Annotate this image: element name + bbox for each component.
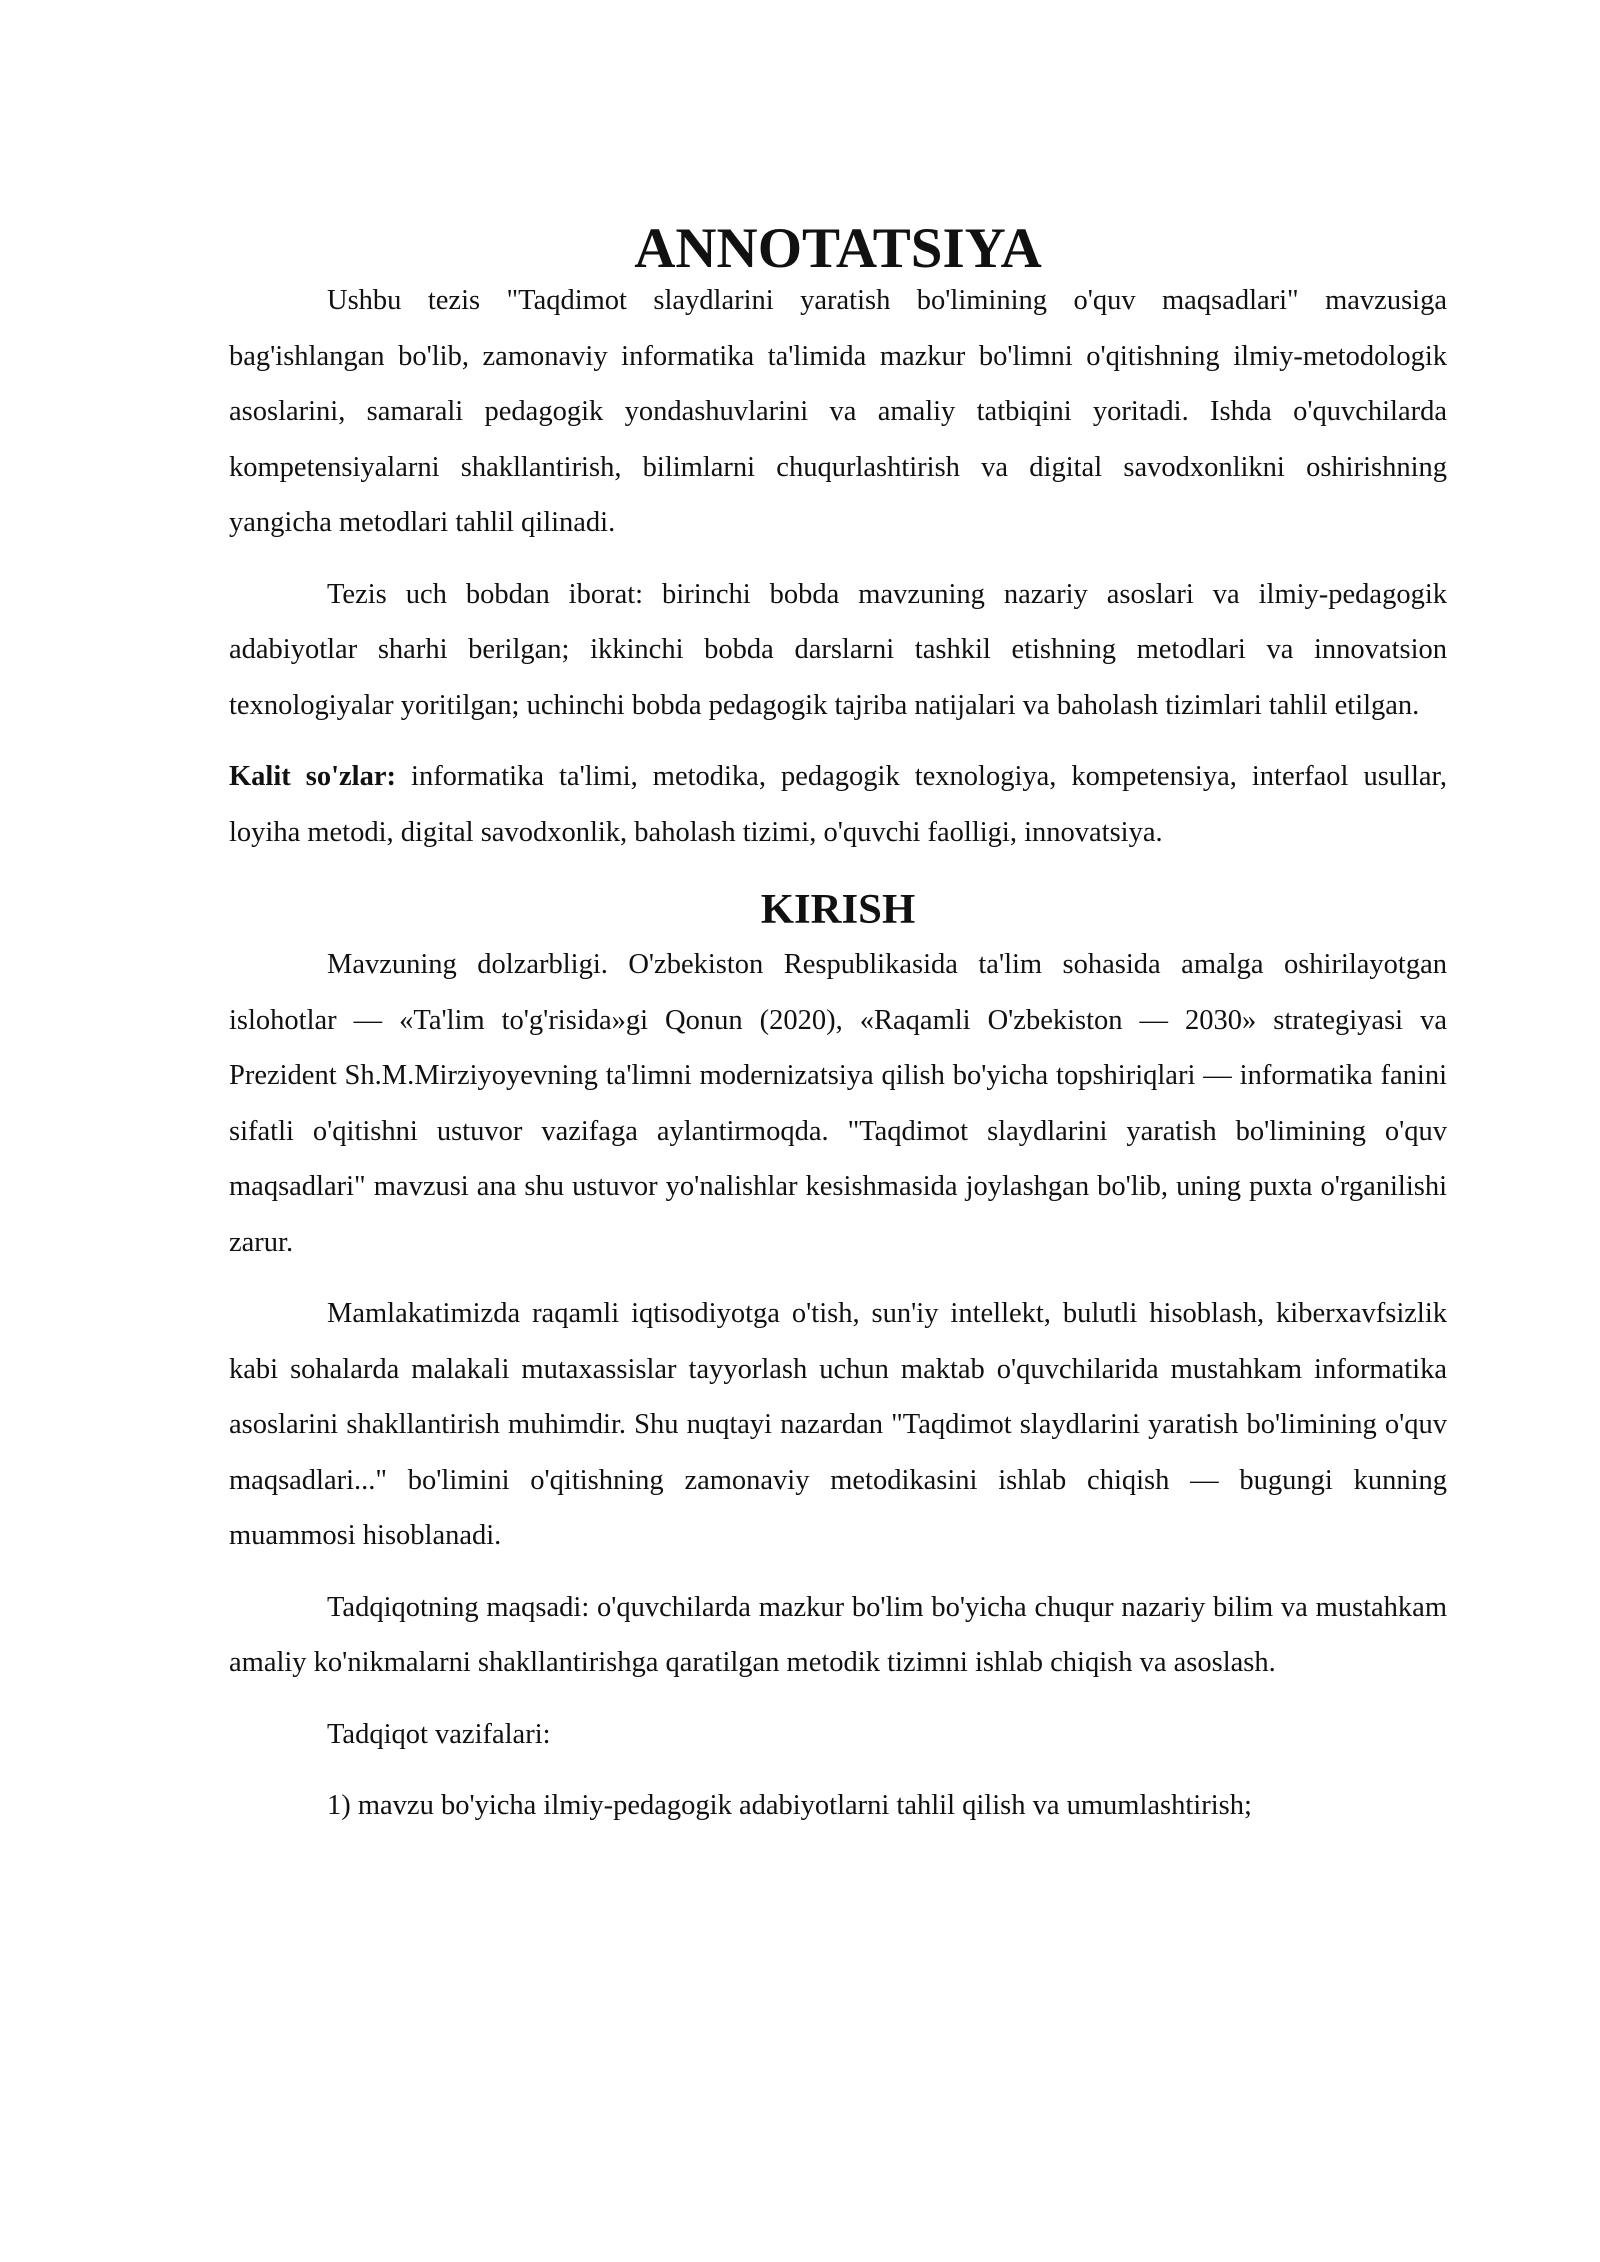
introduction-heading: KIRISH — [760, 886, 916, 933]
keywords-text: informatika ta'limi, metodika, pedagogik texnologiya, kompetensiya, interfaol usullar, loyiha metodi, digital savodxonlik, baholash tizimi, o'quvchi faolligi, innovatsiya. — [229, 761, 1447, 848]
introduction-paragraph-3: Tadqiqotning maqsadi: o'quvchilarda mazkur bo'lim bo'yicha chuqur nazariy bilim va mustahkam amaliy ko'nikmalarni shakllantirishga qaratilgan metodik tizimni ishlab chiqish va asoslash. — [229, 1591, 1447, 1678]
introduction-paragraph-4: Tadqiqot vazifalari: — [327, 1718, 551, 1750]
introduction-paragraph-1: Mavzuning dolzarbligi. O'zbekiston Respublikasida ta'lim sohasida amalga oshirilayotgan islohotlar — «Ta'lim to'g'risida»gi Qonun (2020), «Raqamli O'zbekiston — 2030» strategiyasi va Prezident Sh.M.Mirziyoyevning ta'limni modernizatsiya qilish bo'yicha topshiriqlari — informatika fanini sifatli o'qitishni ustuvor vazifaga aylantirmoqda. "Taqdimot slaydlarini yaratish bo'limining o'quv maqsadlari" mavzusi ana shu ustuvor yo'nalishlar kesishmasida joylashgan bo'lib, uning puxta o'rganilishi zarur. — [229, 949, 1447, 1258]
keywords-label: Kalit so'zlar: — [229, 761, 396, 792]
introduction-paragraph-2: Mamlakatimizda raqamli iqtisodiyotga o'tish, sun'iy intellekt, bulutli hisoblash, kiberxavfsizlik kabi sohalarda malakali mutaxassislar tayyorlash uchun maktab o'quvchilarida mustahkam informatika asoslarini shakllantirish muhimdir. Shu nuqtayi nazardan "Taqdimot slaydlarini yaratish bo'limining o'quv maqsadlari..." bo'limini o'qitishning zamonaviy metodikasini ishlab chiqish — bugungi kunning muammosi hisoblanadi. — [229, 1298, 1447, 1551]
introduction-paragraph-5: 1) mavzu bo'yicha ilmiy-pedagogik adabiyotlarni tahlil qilish va umumlashtirish; — [327, 1790, 1252, 1821]
annotation-paragraph-2: Tezis uch bobdan iborat: birinchi bobda mavzuning nazariy asoslari va ilmiy-pedagogik adabiyotlar sharhi berilgan; ikkinchi bobda darslarni tashkil etishning metodlari va innovatsion texnologiyalar yoritilgan; uchinchi bobda pedagogik tajriba natijalari va baholash tizimlari tahlil etilgan. — [229, 578, 1447, 721]
keywords-paragraph — [229, 749, 1447, 860]
annotation-paragraph-1: Ushbu tezis "Taqdimot slaydlarini yaratish bo'limining o'quv maqsadlari" mavzusiga bag'ishlangan bo'lib, zamonaviy informatika ta'limida mazkur bo'limni o'qitishning ilmiy-metodologik asoslarini, samarali pedagogik yondashuvlarini va amaliy tatbiqini yoritadi. Ishda o'quvchilarda kompetensiyalarni shakllantirish, bilimlarni chuqurlashtirish va digital savodxonlikni oshirishning yangicha metodlari tahlil qilinadi. — [229, 285, 1447, 538]
document-body — [229, 217, 1447, 1850]
annotation-heading: ANNOTATSIYA — [634, 217, 1042, 280]
